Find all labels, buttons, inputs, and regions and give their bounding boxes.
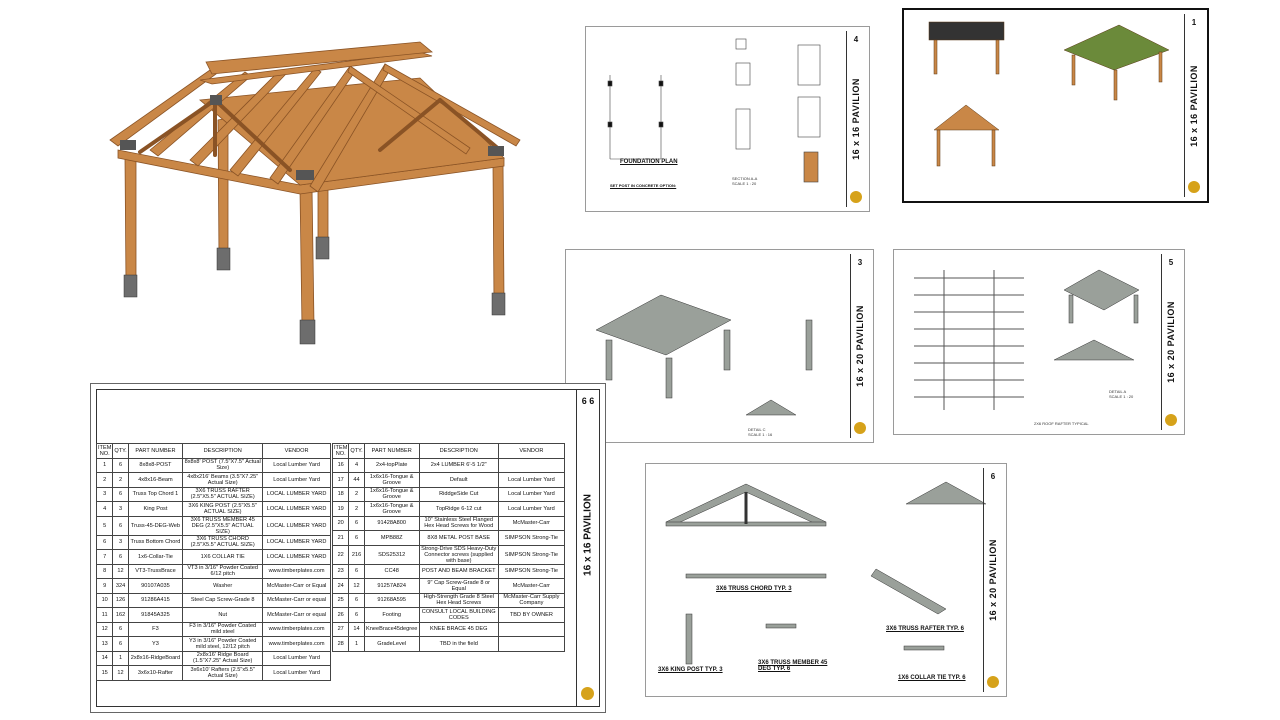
bom-header-cell: ITEM NO. (98, 444, 112, 457)
title-block (1184, 14, 1203, 197)
bom-table-right (332, 443, 565, 652)
bom-cell: Default (419, 473, 498, 488)
bom-row (97, 458, 331, 473)
bom-cell: LOCAL LUMBER YARD (263, 502, 331, 517)
company-logo (1165, 414, 1177, 426)
bom-cell: 3X6 TRUSS CHORD (2.5"X5.5" ACTUAL SIZE) (183, 535, 263, 550)
bom-row (333, 564, 565, 579)
bom-cell: 2x8x16-RidgeBoard (128, 651, 182, 666)
bom-cell: 6 (349, 608, 364, 623)
bom-cell: 6 (349, 531, 364, 546)
bom-cell: 4x8x216' Beams (3.5"X7.25" Actual Size) (183, 473, 263, 488)
bom-cell: 14 (97, 651, 113, 666)
bom-cell: F3 in 3/16" Powder Coated mild steel (183, 622, 263, 637)
bom-row (97, 535, 331, 550)
bom-cell: 8x8x8' POST (7.5"X7.5" Actual Size) (184, 459, 261, 472)
bom-cell: McMaster-Carr (498, 516, 564, 531)
bom-cell: 22 (333, 545, 349, 564)
bom-cell: McMaster-Carr Supply Company (498, 593, 564, 608)
bom-cell: 3 (97, 487, 113, 502)
bom-cell: TBD BY OWNER (498, 608, 564, 623)
bom-cell: McMaster-Carr or equal (263, 593, 331, 608)
bom-cell: 3X6 TRUSS MEMBER 45 DEG (2.5"X5.5" ACTUAL SIZE) (183, 516, 263, 535)
company-logo (850, 191, 862, 203)
bom-cell: 91268A595 (364, 593, 419, 608)
bom-cell: 8 (97, 564, 113, 579)
bom-cell: 19 (333, 502, 349, 517)
bom-row (97, 666, 331, 681)
bom-cell: 7 (97, 550, 113, 565)
bom-cell: Local Lumber Yard (498, 502, 564, 517)
bom-cell: Strong-Drive SDS Heavy-Duty Connector screws (supplied with base) (421, 545, 497, 564)
bom-cell: KNEE BRACE 45 DEG (419, 622, 498, 637)
bom-cell: 23 (333, 564, 349, 579)
section-scale: SCALE 1 : 20 (732, 181, 757, 186)
bom-cell: Steel Cap Screw-Grade 8 (183, 593, 263, 608)
set-post-label: SET POST IN CONCRETE OPTION: (610, 183, 677, 188)
bom-cell (498, 637, 564, 652)
bom-header-cell: PART NUMBER (128, 444, 182, 459)
bom-header-cell: ITEM NO. (334, 444, 348, 457)
bom-cell: LOCAL LUMBER YARD (263, 487, 331, 502)
bom-cell: Truss Bottom Chord (128, 535, 182, 550)
bom-cell: 91428A800 (364, 516, 419, 531)
bom-row (97, 637, 331, 652)
bom-cell: 6 (349, 516, 364, 531)
bom-cell: 2 (97, 473, 113, 488)
bom-row (97, 516, 331, 535)
bom-cell: 14 (349, 622, 364, 637)
exploded-view-sheet[interactable] (565, 249, 874, 443)
bom-cell: 9 (97, 579, 113, 594)
bom-cell: 12 (113, 666, 128, 681)
bom-cell: 10" Stainless Steel Flanged Hex Head Screws for Wood (419, 516, 498, 531)
title-block (576, 389, 600, 707)
sheet-title: 16 x 20 PAVILION (1166, 301, 1176, 383)
bom-cell: 4 (349, 458, 364, 473)
bom-cell: 26 (333, 608, 349, 623)
bom-cell: www.timberplates.com (263, 564, 331, 579)
foundation-plan-label: FOUNDATION PLAN (620, 159, 678, 165)
bom-row (333, 622, 565, 637)
bom-cell: 11 (97, 608, 113, 623)
bom-row (333, 473, 565, 488)
title-block (1161, 254, 1180, 430)
bom-cell: 2 (349, 487, 364, 502)
bom-cell: 1 (113, 651, 128, 666)
truss-member-label: 3X6 TRUSS MEMBER 45 DEG TYP. 6 (758, 660, 828, 672)
bom-row (333, 545, 565, 564)
bom-cell: 10 (97, 593, 113, 608)
bom-cell: SDS25312 (364, 545, 419, 564)
collar-tie-label: 1X6 COLLAR TIE TYP. 6 (898, 675, 966, 681)
bom-cell: 90107A035 (128, 579, 182, 594)
bom-cell: www.timberplates.com (263, 637, 331, 652)
bom-row (97, 608, 331, 623)
bom-row (97, 564, 331, 579)
truss-chord-label: 3X6 TRUSS CHORD TYP. 3 (716, 586, 792, 592)
bom-cell: 1x6x16-Tongue & Groove (364, 502, 419, 517)
sheet-title: 16 x 20 PAVILION (988, 539, 998, 621)
bom-cell: Nut (183, 608, 263, 623)
bom-cell: Local Lumber Yard (263, 473, 331, 488)
bom-cell: 12 (113, 564, 128, 579)
bom-row (97, 473, 331, 488)
bom-cell: McMaster-Carr or Equal (263, 579, 331, 594)
company-logo (987, 676, 999, 688)
bom-cell: 2 (113, 473, 128, 488)
bom-cell: 126 (113, 593, 128, 608)
bom-cell: 8x8x8-POST (128, 458, 182, 473)
bom-cell: 6 (349, 593, 364, 608)
bom-cell: 24 (333, 579, 349, 594)
title-block (850, 254, 869, 438)
bom-cell: 1x6x16-Tongue & Groove (364, 473, 419, 488)
bom-cell: 6 (113, 550, 128, 565)
bom-cell: 6 (113, 622, 128, 637)
bom-row (97, 550, 331, 565)
title-block (983, 468, 1002, 692)
bom-cell: 16 (333, 458, 349, 473)
bom-cell: KneeBrace45degree (364, 622, 419, 637)
bom-row (97, 579, 331, 594)
bom-cell: 12 (349, 579, 364, 594)
bom-cell: Truss-45-DEG-Web (128, 516, 182, 535)
bom-cell: 1 (349, 637, 364, 652)
bom-row (333, 458, 565, 473)
bom-row (333, 637, 565, 652)
bom-cell: 3X6 TRUSS RAFTER (2.5"X5.5" ACTUAL SIZE) (183, 487, 263, 502)
bom-cell: RiddgeSide Cut (419, 487, 498, 502)
company-logo (581, 687, 594, 700)
bom-header-cell: DESCRIPTION (183, 444, 263, 459)
page-total: 6 (589, 396, 595, 406)
bom-cell: CONSULT LOCAL BUILDING CODES (419, 608, 498, 623)
bom-cell: Local Lumber Yard (263, 651, 331, 666)
bom-cell: 13 (97, 637, 113, 652)
bom-cell: 6 (113, 516, 128, 535)
sheet-title: 16 x 16 PAVILION (582, 494, 594, 577)
truss-rafter-label: 3X6 TRUSS RAFTER TYP. 6 (886, 626, 964, 632)
bom-cell: 3 (113, 535, 128, 550)
bom-cell: 25 (333, 593, 349, 608)
bom-cell: Washer (183, 579, 263, 594)
bom-cell: POST AND BEAM BRACKET (419, 564, 498, 579)
bom-cell: 3X6 KING POST (2.5"X5.5" ACTUAL SIZE) (183, 502, 263, 517)
bom-cell: LOCAL LUMBER YARD (263, 535, 331, 550)
bom-header-cell: VENDOR (498, 444, 564, 459)
bom-cell: GradeLevel (364, 637, 419, 652)
bom-cell: Footing (364, 608, 419, 623)
bom-cell: King Post (128, 502, 182, 517)
bom-row (333, 593, 565, 608)
bom-cell: 28 (333, 637, 349, 652)
bom-cell: 91257A824 (364, 579, 419, 594)
bom-cell: CC48 (364, 564, 419, 579)
pavilion-3d-render (100, 20, 570, 365)
bom-row (333, 608, 565, 623)
bom-row (97, 622, 331, 637)
bom-cell: 162 (113, 608, 128, 623)
bom-row (97, 593, 331, 608)
bom-cell (498, 458, 564, 473)
sheet-title: 16 x 16 PAVILION (851, 78, 861, 160)
page-number: 6 (990, 472, 996, 481)
bom-cell: High-Strength Grade 8 Steel Hex Head Screws (419, 593, 498, 608)
truss-details-sheet[interactable] (645, 463, 1007, 697)
bom-cell: 27 (333, 622, 349, 637)
bom-cell: Local Lumber Yard (263, 458, 331, 473)
bom-cell: 3 (113, 502, 128, 517)
bom-cell: TopRidge 6-12 cut (419, 502, 498, 517)
bom-cell: VT3-TrussBrace (128, 564, 182, 579)
bom-cell: 15 (97, 666, 113, 681)
bom-cell: 6 (113, 458, 128, 473)
bom-row (333, 487, 565, 502)
render-sheet[interactable] (902, 8, 1209, 203)
bom-cell: 1X6 COLLAR TIE (183, 550, 263, 565)
bom-cell: TBD in the field (419, 637, 498, 652)
bom-cell: SIMPSON Strong-Tie (498, 564, 564, 579)
bom-cell: 6 (97, 535, 113, 550)
rafter-layout-sheet[interactable] (893, 249, 1185, 435)
page-number: 4 (853, 35, 859, 44)
bom-row (333, 516, 565, 531)
sheet-title: 16 x 20 PAVILION (855, 305, 865, 387)
bom-cell: 91286A415 (128, 593, 182, 608)
bom-cell: SIMPSON Strong-Tie (498, 545, 564, 564)
bom-cell: 6 (113, 487, 128, 502)
section-label: SECTION A-A (732, 176, 758, 181)
bom-cell: 6 (349, 564, 364, 579)
bom-row (97, 487, 331, 502)
rafter-drawing (894, 250, 1184, 434)
foundation-plan-sheet[interactable] (585, 26, 870, 212)
bill-of-materials-sheet[interactable] (90, 383, 606, 713)
bom-header-cell: VENDOR (263, 444, 331, 459)
bom-cell: 12 (97, 622, 113, 637)
bom-cell: 3x6x10-Rafter (128, 666, 182, 681)
bom-cell: McMaster-Carr (498, 579, 564, 594)
bom-cell: MPB88Z (364, 531, 419, 546)
bom-cell: 17 (333, 473, 349, 488)
bom-cell: 5 (97, 516, 113, 535)
bom-cell: Local Lumber Yard (498, 487, 564, 502)
bom-row (333, 502, 565, 517)
bom-cell: Truss Top Chord 1 (128, 487, 182, 502)
bom-row (97, 651, 331, 666)
detail-label: DETAIL C (748, 427, 766, 432)
bom-table-left (96, 443, 331, 681)
bom-cell: 18 (333, 487, 349, 502)
bom-cell: 4x8x16-Beam (128, 473, 182, 488)
bom-cell: 1x6x16-Tongue & Groove (364, 487, 419, 502)
bom-cell: Local Lumber Yard (498, 473, 564, 488)
render-sheet-drawings (904, 10, 1207, 201)
bom-row (97, 502, 331, 517)
bom-cell (498, 622, 564, 637)
page-number: 3 (857, 258, 863, 267)
bom-cell: Y3 (128, 637, 182, 652)
bom-cell: www.timberplates.com (263, 622, 331, 637)
bom-cell: 4 (97, 502, 113, 517)
bom-cell: 20 (333, 516, 349, 531)
bom-cell: Local Lumber Yard (263, 666, 331, 681)
bom-cell: McMaster-Carr or equal (263, 608, 331, 623)
bom-cell: 324 (113, 579, 128, 594)
company-logo (854, 422, 866, 434)
detail-a-scale: SCALE 1 : 20 (1109, 394, 1134, 399)
bom-cell: 2x4-topPlate (364, 458, 419, 473)
bom-row (333, 531, 565, 546)
detail-a-label: DETAIL A (1109, 389, 1127, 394)
page-current: 6 (581, 396, 587, 406)
page-number: 1 (1191, 18, 1197, 27)
bom-cell: 2x4 LUMBER 6'-5 1/2" (419, 458, 498, 473)
bom-cell: SIMPSON Strong-Tie (498, 531, 564, 546)
bom-cell: 216 (349, 545, 364, 564)
bom-cell: 6 (113, 637, 128, 652)
bom-cell: F3 (128, 622, 182, 637)
bom-header-cell: DESCRIPTION (419, 444, 498, 459)
bom-cell: 1 (97, 458, 113, 473)
bom-cell: LOCAL LUMBER YARD (263, 550, 331, 565)
bom-cell: Y3 in 3/16" Powder Coated mild steel, 12/12 pitch (183, 637, 263, 652)
sheet-title: 16 x 16 PAVILION (1189, 64, 1199, 147)
king-post-label: 3X6 KING POST TYP. 3 (658, 667, 723, 673)
bom-cell: 1x6-Collar-Tie (128, 550, 182, 565)
company-logo (1188, 181, 1200, 193)
page-number (577, 396, 599, 406)
rafter-typical-label: 2X6 ROOF RAFTER TYPICAL (1034, 421, 1089, 426)
page-number: 5 (1168, 258, 1174, 267)
bom-cell: LOCAL LUMBER YARD (263, 516, 331, 535)
title-block (846, 31, 865, 207)
bom-row (333, 579, 565, 594)
bom-header-cell: PART NUMBER (364, 444, 419, 459)
bom-cell: 8X8 METAL POST BASE (419, 531, 498, 546)
bom-cell: 3x6x10' Rafters (2.5"x5.5" Actual Size) (183, 666, 263, 681)
bom-cell: VT3 in 3/16" Powder Coated 6/12 pitch (183, 564, 263, 579)
bom-cell: 91845A325 (128, 608, 182, 623)
exploded-drawing (566, 250, 873, 442)
bom-cell: 44 (349, 473, 364, 488)
bom-cell: 2 (349, 502, 364, 517)
bom-cell: 21 (333, 531, 349, 546)
detail-scale: SCALE 1 : 16 (748, 432, 773, 437)
bom-cell: 2x8x16' Ridge Board (1.5"X7.25" Actual Size) (183, 651, 263, 666)
bom-cell: 9" Cap Screw-Grade 8 or Equal (419, 579, 498, 594)
bom-header-cell: QTY. (349, 444, 364, 459)
bom-header-cell: QTY. (113, 444, 128, 459)
